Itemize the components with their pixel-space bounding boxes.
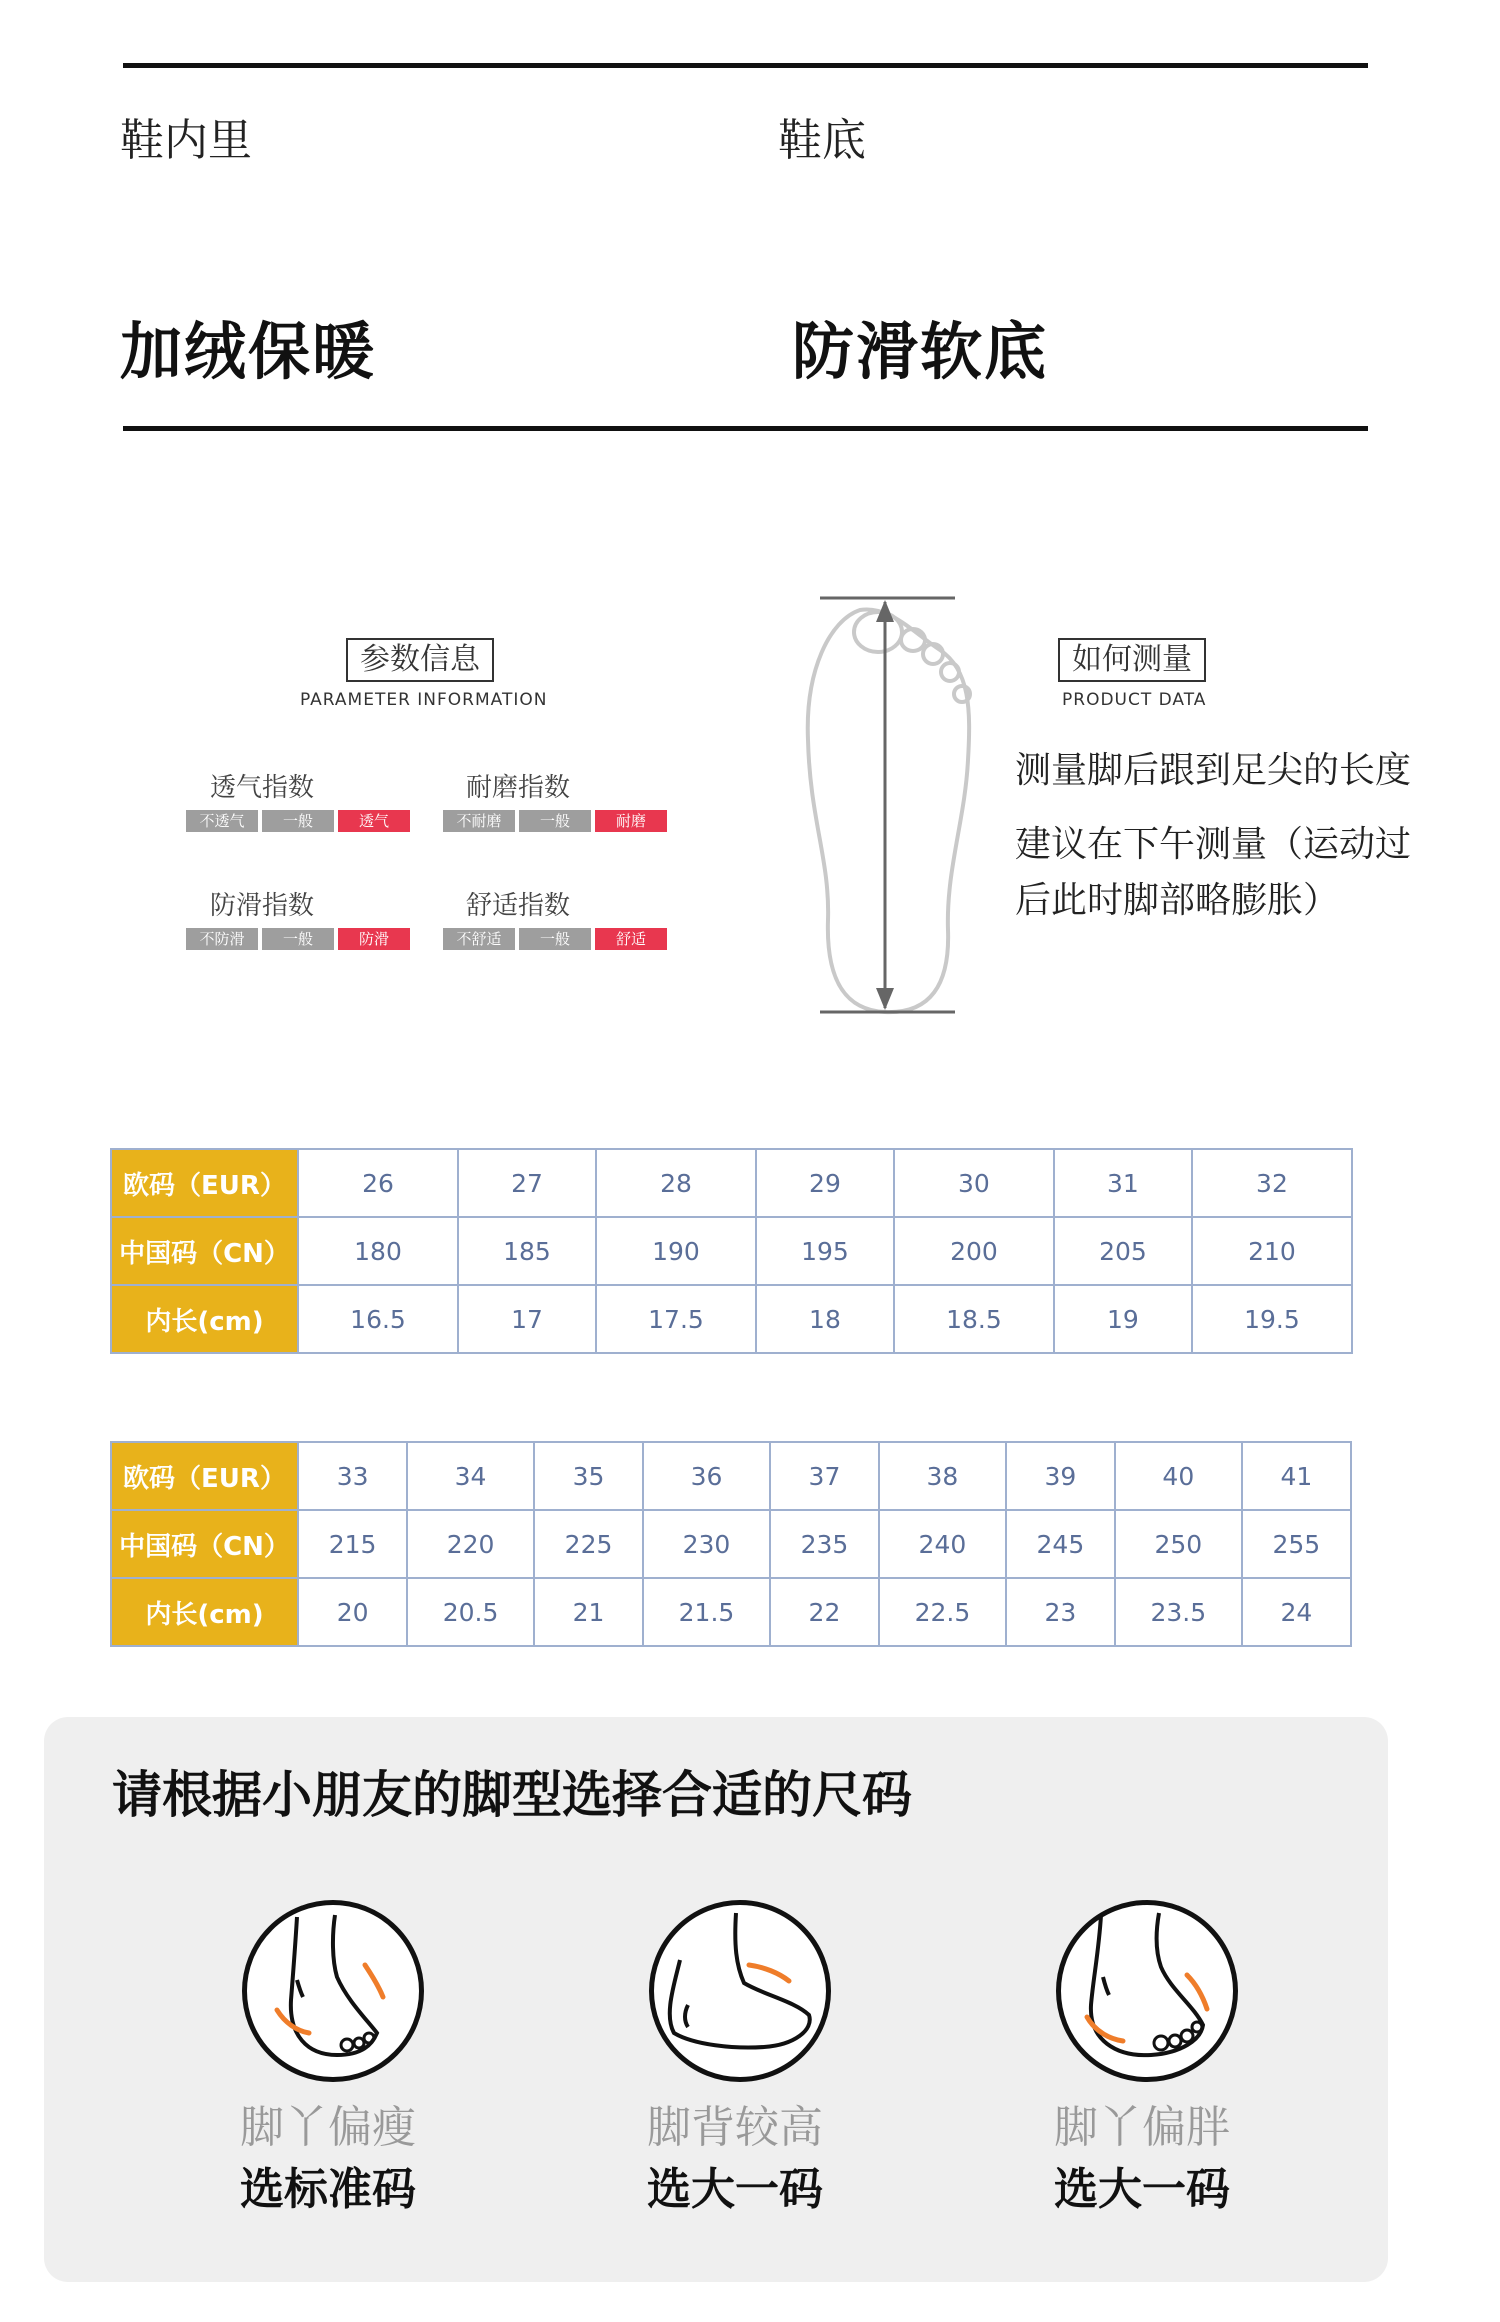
size-table-1	[110, 1148, 1353, 1354]
table-cell: 29	[756, 1149, 894, 1217]
table-cell: 40	[1115, 1442, 1242, 1510]
table-cell: 19	[1054, 1285, 1192, 1353]
scale-segment: 一般	[262, 810, 334, 832]
table-cell: 23.5	[1115, 1578, 1242, 1646]
table-cell: 195	[756, 1217, 894, 1285]
table-cell: 28	[596, 1149, 756, 1217]
sole-feature: 防滑软底	[792, 315, 1049, 388]
antislip-label: 防滑指数	[210, 891, 315, 921]
bottom-rule	[123, 426, 1368, 431]
wide-foot-label: 脚丫偏胖	[1054, 2102, 1230, 2153]
table-cell: 185	[458, 1217, 596, 1285]
measure-subtitle: PRODUCT DATA	[1062, 690, 1207, 710]
length-header: 内长(cm)	[111, 1578, 298, 1646]
cn-header: 中国码（CN）	[111, 1217, 298, 1285]
scale-segment-selected: 透气	[338, 810, 410, 832]
slim-foot-advice: 选标准码	[240, 2164, 416, 2215]
table-cell: 39	[1006, 1442, 1115, 1510]
table-cell: 26	[298, 1149, 458, 1217]
table-cell: 27	[458, 1149, 596, 1217]
antislip-scale	[186, 928, 410, 950]
top-rule	[123, 63, 1368, 68]
measure-line-3: 后此时脚部略膨胀）	[1015, 880, 1340, 921]
table-cell: 240	[879, 1510, 1006, 1578]
table-cell: 32	[1192, 1149, 1352, 1217]
wear-scale	[443, 810, 667, 832]
table-cell: 17	[458, 1285, 596, 1353]
high-instep-advice: 选大一码	[647, 2164, 823, 2215]
wide-foot-advice: 选大一码	[1054, 2164, 1230, 2215]
table-cell: 235	[770, 1510, 879, 1578]
table-cell: 220	[407, 1510, 534, 1578]
scale-segment: 一般	[519, 810, 591, 832]
comfort-label: 舒适指数	[466, 891, 571, 921]
table-cell: 20	[298, 1578, 407, 1646]
table-cell: 30	[894, 1149, 1054, 1217]
table-cell: 245	[1006, 1510, 1115, 1578]
breathability-label: 透气指数	[210, 773, 315, 803]
table-cell: 180	[298, 1217, 458, 1285]
eur-header: 欧码（EUR）	[111, 1442, 298, 1510]
table-row	[111, 1442, 1351, 1510]
table-row	[111, 1217, 1352, 1285]
high-instep-foot-icon	[649, 1900, 831, 2082]
breathability-scale	[186, 810, 410, 832]
table-cell: 17.5	[596, 1285, 756, 1353]
table-cell: 230	[643, 1510, 770, 1578]
table-cell: 205	[1054, 1217, 1192, 1285]
scale-segment-selected: 防滑	[338, 928, 410, 950]
size-advice-panel	[44, 1717, 1388, 2282]
lining-feature: 加绒保暖	[120, 315, 377, 388]
table-cell: 255	[1242, 1510, 1351, 1578]
measure-line-2: 建议在下午测量（运动过	[1015, 824, 1412, 865]
advice-title: 请根据小朋友的脚型选择合适的尺码	[112, 1766, 912, 1824]
table-cell: 23	[1006, 1578, 1115, 1646]
comfort-scale	[443, 928, 667, 950]
table-cell: 34	[407, 1442, 534, 1510]
scale-segment: 不耐磨	[443, 810, 515, 832]
table-cell: 210	[1192, 1217, 1352, 1285]
wear-label: 耐磨指数	[466, 773, 571, 803]
table-cell: 18	[756, 1285, 894, 1353]
table-cell: 24	[1242, 1578, 1351, 1646]
table-row	[111, 1578, 1351, 1646]
parameter-subtitle: PARAMETER INFORMATION	[300, 690, 548, 710]
lining-label: 鞋内里	[120, 115, 252, 166]
table-cell: 21.5	[643, 1578, 770, 1646]
table-cell: 18.5	[894, 1285, 1054, 1353]
table-cell: 19.5	[1192, 1285, 1352, 1353]
scale-segment: 一般	[519, 928, 591, 950]
table-row	[111, 1149, 1352, 1217]
table-cell: 190	[596, 1217, 756, 1285]
table-cell: 215	[298, 1510, 407, 1578]
table-cell: 21	[534, 1578, 643, 1646]
scale-segment: 不防滑	[186, 928, 258, 950]
high-instep-label: 脚背较高	[647, 2102, 823, 2153]
slim-foot-label: 脚丫偏瘦	[240, 2102, 416, 2153]
table-cell: 225	[534, 1510, 643, 1578]
table-cell: 20.5	[407, 1578, 534, 1646]
table-cell: 37	[770, 1442, 879, 1510]
table-cell: 38	[879, 1442, 1006, 1510]
table-row	[111, 1510, 1351, 1578]
table-row	[111, 1285, 1352, 1353]
table-cell: 33	[298, 1442, 407, 1510]
measure-title: 如何测量	[1058, 638, 1206, 682]
scale-segment: 不舒适	[443, 928, 515, 950]
table-cell: 41	[1242, 1442, 1351, 1510]
table-cell: 250	[1115, 1510, 1242, 1578]
table-cell: 35	[534, 1442, 643, 1510]
table-cell: 22	[770, 1578, 879, 1646]
parameter-title: 参数信息	[346, 638, 494, 682]
cn-header: 中国码（CN）	[111, 1510, 298, 1578]
table-cell: 16.5	[298, 1285, 458, 1353]
foot-outline-icon	[790, 590, 990, 1020]
scale-segment: 不透气	[186, 810, 258, 832]
scale-segment: 一般	[262, 928, 334, 950]
wide-foot-icon	[1056, 1900, 1238, 2082]
eur-header: 欧码（EUR）	[111, 1149, 298, 1217]
table-cell: 31	[1054, 1149, 1192, 1217]
table-cell: 36	[643, 1442, 770, 1510]
length-header: 内长(cm)	[111, 1285, 298, 1353]
table-cell: 200	[894, 1217, 1054, 1285]
slim-foot-icon	[242, 1900, 424, 2082]
scale-segment-selected: 舒适	[595, 928, 667, 950]
size-table-2	[110, 1441, 1352, 1647]
scale-segment-selected: 耐磨	[595, 810, 667, 832]
measure-line-1: 测量脚后跟到足尖的长度	[1015, 750, 1412, 791]
table-cell: 22.5	[879, 1578, 1006, 1646]
sole-label: 鞋底	[778, 115, 866, 166]
